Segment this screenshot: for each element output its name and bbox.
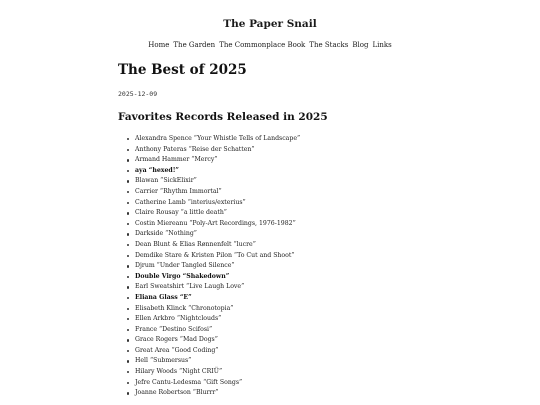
bullet-icon: [127, 265, 129, 267]
list-item: [135, 166, 535, 177]
post-title: The Best of 2025: [118, 62, 247, 78]
bullet-icon: [127, 339, 129, 341]
record-label: aya “hexed!”: [135, 166, 179, 174]
record-label: Double Virgo “Shakedown”: [135, 272, 230, 280]
record-label: Grace Rogers “Mad Dogs”: [135, 336, 218, 344]
record-label: Djrum “Under Tangled Silence”: [135, 262, 235, 270]
list-item: [135, 145, 535, 156]
bullet-icon: [127, 191, 129, 193]
bullet-icon: [127, 233, 129, 235]
bullet-icon: [127, 382, 129, 384]
record-label: Joanne Robertson “Blurrr”: [135, 389, 219, 397]
record-label: Costin Miereanu “Poly-Art Recordings, 1976-1982”: [135, 219, 296, 227]
record-label: France “Destino Scifosi”: [135, 325, 213, 333]
record-label: Claire Rousay “a little death”: [135, 209, 227, 217]
list-item: [135, 219, 535, 230]
bullet-icon: [127, 255, 129, 257]
bullet-icon: [127, 286, 129, 288]
bullet-icon: [127, 308, 129, 310]
record-label: Earl Sweatshirt “Live Laugh Love”: [135, 283, 245, 291]
record-label: Jefre Cantu-Ledesma “Gift Songs”: [135, 378, 243, 386]
list-item: [135, 325, 535, 336]
list-item: [135, 304, 535, 315]
nav-the-stacks[interactable]: The Stacks: [309, 41, 349, 49]
site-title[interactable]: The Paper Snail: [223, 18, 317, 30]
record-label: Alexandra Spence “Your Whistle Tells of Landscape”: [135, 135, 301, 142]
bullet-icon: [127, 329, 129, 331]
bullet-icon: [127, 212, 129, 214]
record-label: Demdike Stare & Kristen Pilon “To Cut and Shoot”: [135, 251, 295, 259]
bullet-icon: [127, 159, 129, 161]
record-label: Ellen Arkbro “Nightclouds”: [135, 315, 222, 323]
list-item: [135, 367, 535, 378]
main-nav: [0, 40, 540, 50]
bullet-icon: [127, 180, 129, 182]
list-item: [135, 208, 535, 219]
list-item: [135, 229, 535, 240]
nav-blog[interactable]: Blog: [352, 41, 369, 49]
record-label: Carrier “Rhythm Immortal”: [135, 187, 222, 195]
bullet-icon: [127, 276, 129, 278]
record-label: Hilary Woods “Night CRIÜ”: [135, 368, 223, 376]
bullet-icon: [127, 350, 129, 352]
record-label: Armand Hammer “Mercy”: [135, 156, 218, 164]
list-item: [135, 187, 535, 198]
list-item: [135, 176, 535, 187]
record-label: Hell “Submersus”: [135, 357, 192, 365]
record-label: Great Area “Good Coding”: [135, 346, 219, 354]
bullet-icon: [127, 223, 129, 225]
nav-the-commonplace-book[interactable]: The Commonplace Book: [219, 41, 306, 49]
list-item: [135, 272, 535, 283]
list-item: [135, 134, 535, 145]
record-label: Blawan “SickElixir”: [135, 177, 197, 185]
list-item: [135, 240, 535, 251]
section-heading: Favorites Records Released in 2025: [118, 111, 328, 123]
record-label: Darkside “Nothing”: [135, 230, 197, 238]
list-item: [135, 346, 535, 357]
list-item: [135, 378, 535, 389]
post-date: 2025-12-09: [118, 90, 158, 98]
bullet-icon: [127, 297, 129, 299]
nav-links[interactable]: Links: [372, 41, 392, 49]
record-label: Catherine Lamb “interius/exterius”: [135, 198, 246, 206]
record-label: Elisabeth Klinck “Chronotopia”: [135, 304, 234, 312]
list-item: [135, 251, 535, 262]
list-item: [135, 261, 535, 272]
list-item: [135, 155, 535, 166]
list-item: [135, 293, 535, 304]
bullet-icon: [127, 371, 129, 373]
bullet-icon: [127, 138, 129, 140]
record-list: [118, 134, 535, 399]
bullet-icon: [127, 170, 129, 172]
list-item: [135, 356, 535, 367]
list-item: [135, 335, 535, 346]
list-item: [135, 198, 535, 209]
record-label: Dean Blunt & Elias Rønnenfelt “lucre”: [135, 240, 256, 248]
bullet-icon: [127, 202, 129, 204]
bullet-icon: [127, 392, 129, 394]
list-item: [135, 314, 535, 325]
record-label: Eliana Glass “E”: [135, 293, 192, 301]
nav-home[interactable]: Home: [148, 41, 170, 49]
bullet-icon: [127, 149, 129, 151]
bullet-icon: [127, 318, 129, 320]
nav-the-garden[interactable]: The Garden: [173, 41, 216, 49]
list-item: [135, 388, 535, 399]
record-label: Anthony Pateras “Reise der Schatten”: [135, 145, 255, 153]
list-item: [135, 282, 535, 293]
bullet-icon: [127, 244, 129, 246]
bullet-icon: [127, 360, 129, 362]
